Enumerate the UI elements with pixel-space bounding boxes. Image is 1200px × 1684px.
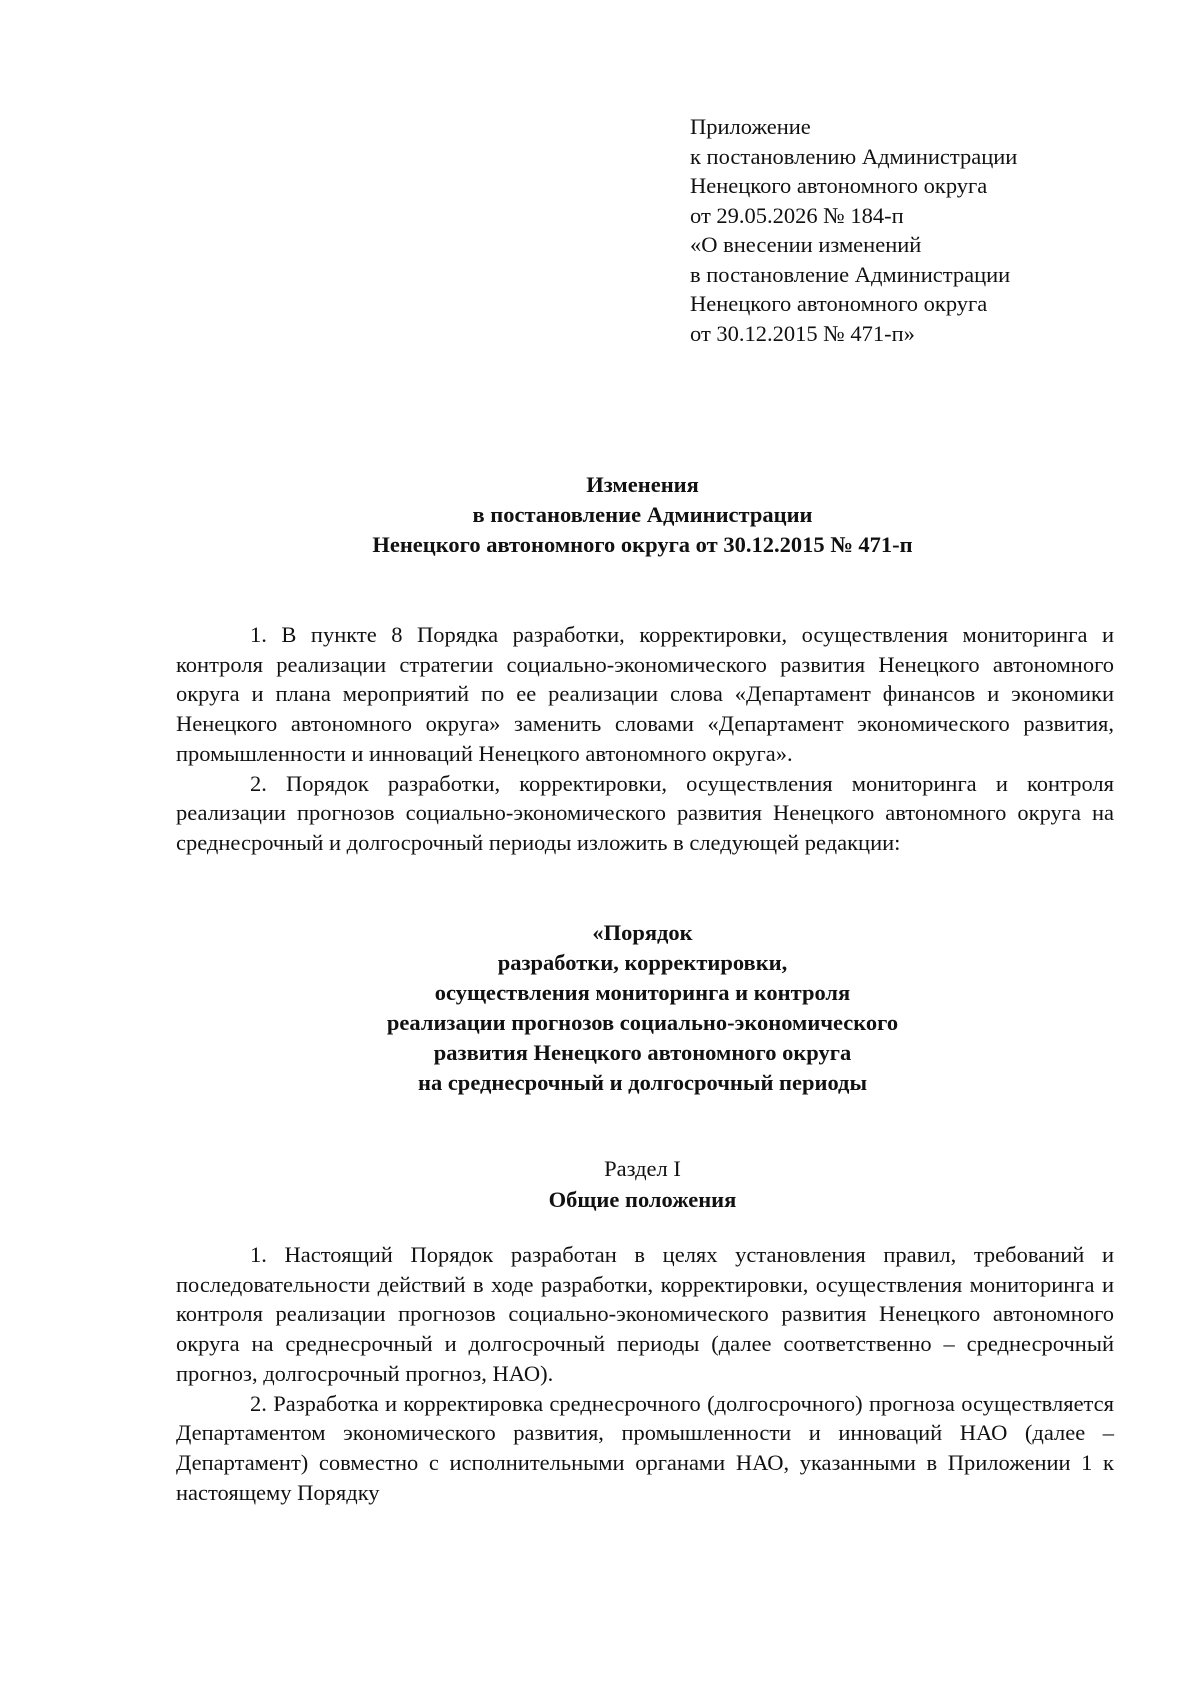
order-title-line: осуществления мониторинга и контроля (434, 980, 851, 1005)
appendix-line: Ненецкого автономного округа (690, 173, 988, 198)
change-paragraph-2: 2. Порядок разработки, корректировки, осуществления мониторинга и контроля реализации прогнозов социально-экономического развития Ненецкого автономного округа на среднесрочный и долгосрочный периоды изложить в следующей редакции: (176, 770, 1114, 855)
appendix-line: «О внесении изменений (690, 232, 922, 257)
section-name: Общие положения (548, 1187, 737, 1212)
title-line: в постановление Администрации (472, 502, 813, 527)
appendix-header (690, 112, 1170, 348)
general-paragraph-2: 2. Разработка и корректировка среднесрочного (долгосрочного) прогноза осуществляется Департаментом экономического развития, промышленности и инноваций НАО (далее – Департамент) совместно с исполнительными органами НАО, указанными в Приложении 1 к настоящему Порядку (176, 1390, 1114, 1505)
appendix-line: от 29.05.2026 № 184-п (690, 202, 904, 228)
order-title-line: на среднесрочный и долгосрочный периоды (417, 1070, 868, 1095)
section-number: Раздел I (604, 1156, 681, 1181)
order-title-line: «Порядок (592, 920, 693, 945)
order-title-line: реализации прогнозов социально-экономического (386, 1010, 899, 1035)
appendix-line: в постановление Администрации (690, 261, 1011, 287)
general-paragraph-1: 1. Настоящий Порядок разработан в целях установления правил, требований и последовательности действий в ходе разработки, корректировки, осуществления мониторинга и контроля реализации прогнозов социально-экономического развития Ненецкого автономного округа на среднесрочный и долгосрочный периоды (далее соответственно – среднесрочный прогноз, долгосрочный прогноз, НАО). (176, 1242, 1114, 1386)
section-heading (160, 1153, 1125, 1215)
order-title-line: разработки, корректировки, (497, 950, 788, 975)
appendix-line: к постановлению Администрации (690, 143, 1018, 169)
appendix-line: Ненецкого автономного округа (690, 291, 988, 316)
appendix-line: от 30.12.2015 № 471-п» (690, 320, 915, 346)
title-line: Ненецкого автономного округа от 30.12.2015 № 471-п (372, 532, 913, 557)
document-title (160, 470, 1125, 560)
change-paragraph-1: 1. В пункте 8 Порядка разработки, корректировки, осуществления мониторинга и контроля реализации стратегии социально-экономического развития Ненецкого автономного округа и плана мероприятий по ее реализации слова «Департамент финансов и экономики Ненецкого автономного округа» заменить словами «Департамент экономического развития, промышленности и инноваций Ненецкого автономного округа». (176, 622, 1114, 766)
order-title (160, 918, 1125, 1098)
title-line: Изменения (586, 472, 699, 497)
general-provisions-text (176, 1240, 1114, 1507)
changes-text (176, 620, 1114, 858)
appendix-line: Приложение (690, 114, 811, 139)
order-title-line: развития Ненецкого автономного округа (433, 1040, 852, 1065)
